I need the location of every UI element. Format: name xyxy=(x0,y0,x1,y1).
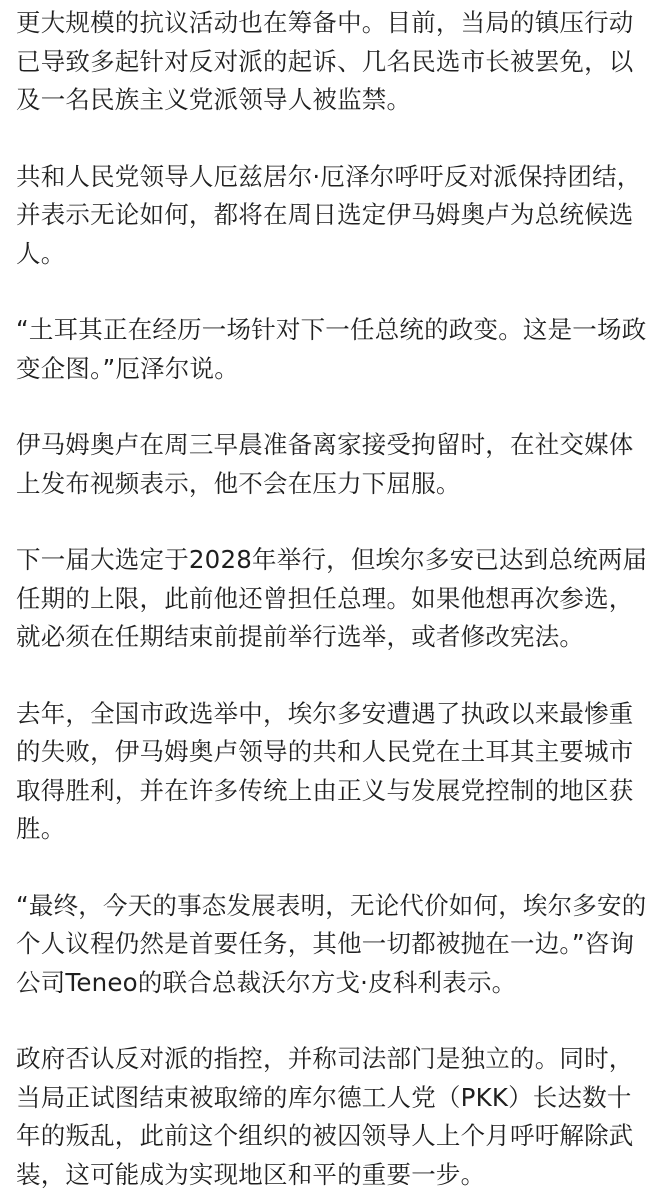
paragraph-imamoglu-video: 伊马姆奥卢在周三早晨准备离家接受拘留时，在社交媒体上发布视频表示，他不会在压力下屈服。 xyxy=(16,430,634,498)
paragraph-2028-election: 下一届大选定于2028年举行，但埃尔多安已达到总统两届任期的上限，此前他还曾担任总理。如果他想再次参选，就必须在任期结束前提前举行选举，或者修改宪法。 xyxy=(16,545,648,651)
paragraph-municipal-elections: 去年，全国市政选举中，埃尔多安遭遇了执政以来最惨重的失败，伊马姆奥卢领导的共和人民党在土耳其主要城市取得胜利，并在许多传统上由正义与发展党控制的地区获胜。 xyxy=(16,698,634,843)
paragraph-chp-leader-call: 共和人民党领导人厄兹居尔·厄泽尔呼吁反对派保持团结，并表示无论如何，都将在周日选定伊马姆奥卢为总统候选人。 xyxy=(16,161,642,268)
paragraph-coup-quote: “土耳其正在经历一场针对下一任总统的政变。这是一场政变企图。”厄泽尔说。 xyxy=(16,315,647,383)
paragraph-protests-planned: 更大规模的抗议活动也在筹备中。目前，当局的镇压行动已导致多起针对反对派的起诉、几名民选市长被罢免，以及一名民族主义党派领导人被监禁。 xyxy=(16,8,634,114)
article-body xyxy=(16,4,656,1194)
paragraph-government-denial: 政府否认反对派的指控，并称司法部门是独立的。同时，当局正试图结束被取缔的库尔德工人党（PKK）长达数十年的叛乱，此前这个组织的被囚领导人上个月呼吁解除武装，这可能成为实现地区和平的重要一步。 xyxy=(16,1044,634,1189)
paragraph-teneo-quote: “最终，今天的事态发展表明，无论代价如何，埃尔多安的个人议程仍然是首要任务，其他一切都被抛在一边。”咨询公司Teneo的联合总裁沃尔方戈·皮科利表示。 xyxy=(16,890,647,997)
